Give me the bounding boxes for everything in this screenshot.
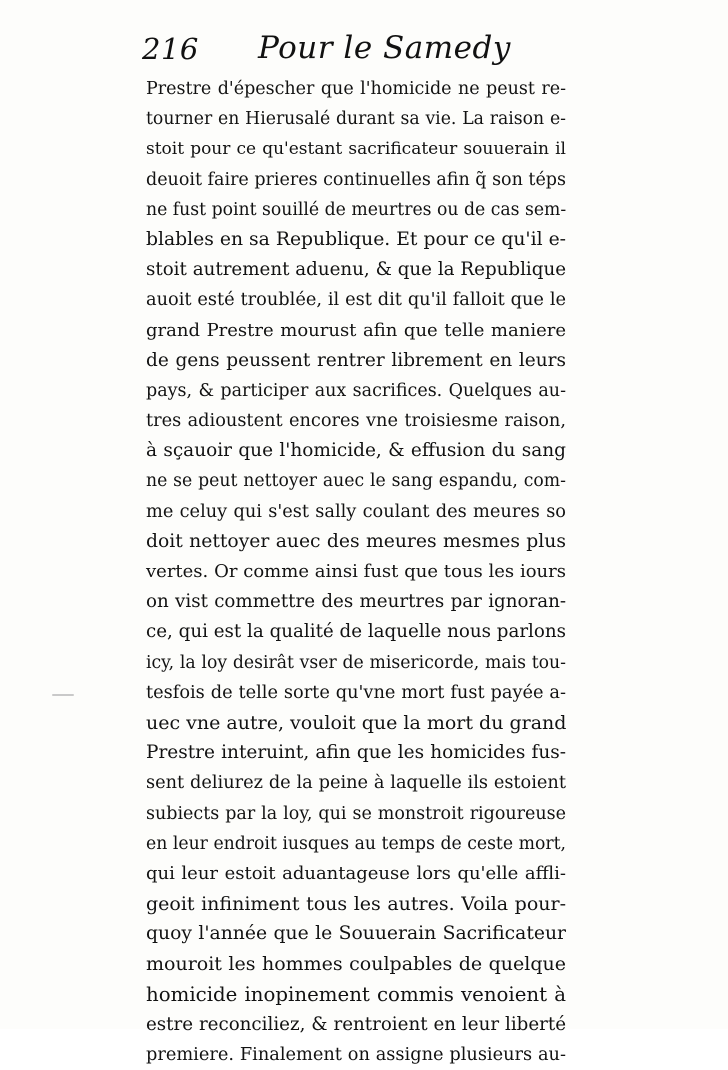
text-line: sent deliurez de la peine à laquelle ils estoient <box>146 773 566 794</box>
text-line: vertes. Or comme ainsi fust que tous les iours <box>146 561 566 582</box>
text-line: subiects par la loy, qui se monstroit rigoureuse <box>146 803 566 824</box>
text-line: geoit infiniment tous les autres. Voila pour- <box>146 893 566 916</box>
text-line: uec vne autre, vouloit que la mort du grand <box>146 711 567 734</box>
text-line: ce, qui est la qualité de laquelle nous parlons <box>146 621 566 643</box>
text-line: ne fust point souillé de meurtres ou de cas sem- <box>146 199 567 220</box>
text-line: de gens peussent rentrer librement en leurs <box>146 349 566 371</box>
running-head <box>142 30 572 70</box>
text-line: stoit pour ce qu'estant sacrificateur souuerain il <box>146 139 566 160</box>
running-title: Pour le Samedy <box>258 30 511 66</box>
text-line: me celuy qui s'est sally coulant des meures so <box>146 501 566 522</box>
text-line: tesfois de telle sorte qu'vne mort fust payée a- <box>146 682 566 703</box>
body-text <box>146 74 566 1070</box>
text-line: homicide inopinement commis venoient à <box>146 982 566 1006</box>
text-line: estre reconciliez, & rentroient en leur liberté <box>146 1013 566 1035</box>
text-line: auoit esté troublée, il est dit qu'il falloit que le <box>146 290 566 311</box>
text-line: Prestre d'épescher que l'homicide ne peust re- <box>146 79 566 99</box>
page-number: 216 <box>142 32 199 66</box>
text-line: en leur endroit iusques au temps de ceste mort, <box>146 833 566 854</box>
text-line: on vist commettre des meurtres par ignoran- <box>146 591 566 613</box>
text-line: mouroit les hommes coulpables de quelque <box>146 953 566 976</box>
text-line: à sçauoir que l'homicide, & effusion du sang <box>146 440 566 462</box>
text-line: tourner en Hierusalé durant sa vie. La raison e- <box>146 109 566 130</box>
text-line: ne se peut nettoyer auec le sang espandu, com- <box>146 471 566 492</box>
margin-mark <box>52 694 74 696</box>
text-line: Prestre interuint, afin que les homicides fus- <box>146 742 566 764</box>
text-line: doit nettoyer auec des meures mesmes plus <box>146 530 566 552</box>
text-line: icy, la loy desirât vser de misericorde, mais tou- <box>146 652 566 673</box>
text-line: stoit autrement aduenu, & que la Republique <box>146 259 566 281</box>
text-line: premiere. Finalement on assigne plusieurs au- <box>146 1045 566 1065</box>
text-line: qui leur estoit aduantageuse lors qu'elle affli- <box>146 862 566 884</box>
text-line: tres adioustent encores vne troisiesme raison, <box>146 411 566 432</box>
text-line: quoy l'année que le Souuerain Sacrificateur <box>146 923 566 945</box>
text-line: blables en sa Republique. Et pour ce qu'il e- <box>146 228 566 250</box>
text-line: grand Prestre mourust afin que telle maniere <box>146 319 566 341</box>
text-line: deuoit faire prieres continuelles afin q̃ son téps <box>146 169 566 190</box>
text-line: pays, & participer aux sacrifices. Quelques au- <box>146 380 566 401</box>
